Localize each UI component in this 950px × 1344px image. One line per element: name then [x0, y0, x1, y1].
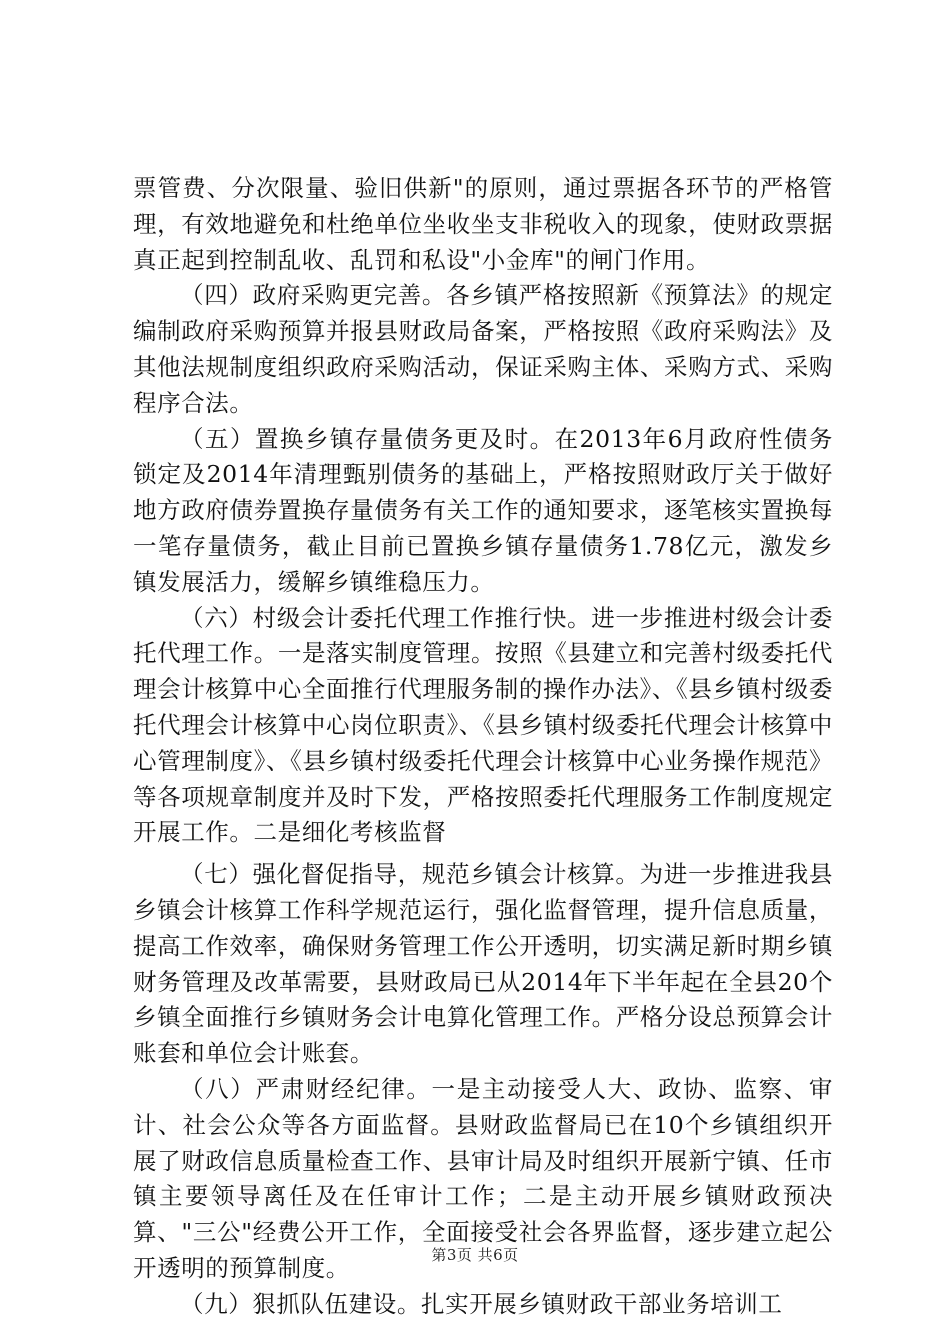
paragraph-debt-replacement: （五）置换乡镇存量债务更及时。在2013年6月政府性债务锁定及2014年清理甄别债务的基础上，严格按照财政厅关于做好地方政府债券置换存量债务有关工作的通知要求，逐笔核实置换每一笔存量债务，截止目前已置换乡镇存量债务1.78亿元，激发乡镇发展活力，缓解乡镇维稳压力。 — [133, 424, 833, 596]
paragraph-team-building: （九）狠抓队伍建设。扎实开展乡镇财政干部业务培训工 — [180, 1289, 783, 1318]
paragraph-government-procurement: （四）政府采购更完善。各乡镇严格按照新《预算法》的规定编制政府采购预算并报县财政局备案，严格按照《政府采购法》及其他法规制度组织政府采购活动，保证采购主体、采购方式、采购程序合法。 — [133, 281, 833, 417]
page-footer: 第3页 共6页 — [431, 1246, 519, 1264]
document-body — [133, 171, 833, 1323]
paragraph-township-accounting: （七）强化督促指导，规范乡镇会计核算。为进一步推进我县乡镇会计核算工作科学规范运行，强化监督管理，提升信息质量，提高工作效率，确保财务管理工作公开透明，切实满足新时期乡镇财务管理及改革需要，县财政局已从2014年下半年起在全县20个乡镇全面推行乡镇财务会计电算化管理工作。严格分设总预算会计账套和单位会计账套。 — [133, 860, 833, 1068]
paragraph-bill-management: 票管费、分次限量、验旧供新"的原则，通过票据各环节的严格管理，有效地避免和杜绝单位坐收坐支非税收入的现象，使财政票据真正起到控制乱收、乱罚和私设"小金库"的闸门作用。 — [133, 174, 833, 274]
paragraph-financial-discipline: （八）严肃财经纪律。一是主动接受人大、政协、监察、审计、社会公众等各方面监督。县财政监督局已在10个乡镇组织开展了财政信息质量检查工作、县审计局及时组织开展新宁镇、任市镇主要领导离任及在任审计工作；二是主动开展乡镇财政预决算、"三公"经费公开工作，全面接受社会各界监督，逐步建立起公开透明的预算制度。 — [133, 1074, 833, 1282]
paragraph-village-accounting-agency: （六）村级会计委托代理工作推行快。进一步推进村级会计委托代理工作。一是落实制度管理。按照《县建立和完善村级委托代理会计核算中心全面推行代理服务制的操作办法》、《县乡镇村级委托代理会计核算中心岗位职责》、《县乡镇村级委托代理会计核算中心管理制度》、《县乡镇村级委托代理会计核算中心业务操作规范》等各项规章制度并及时下发，严格按照委托代理服务工作制度规定开展工作。二是细化考核监督 — [133, 603, 833, 847]
